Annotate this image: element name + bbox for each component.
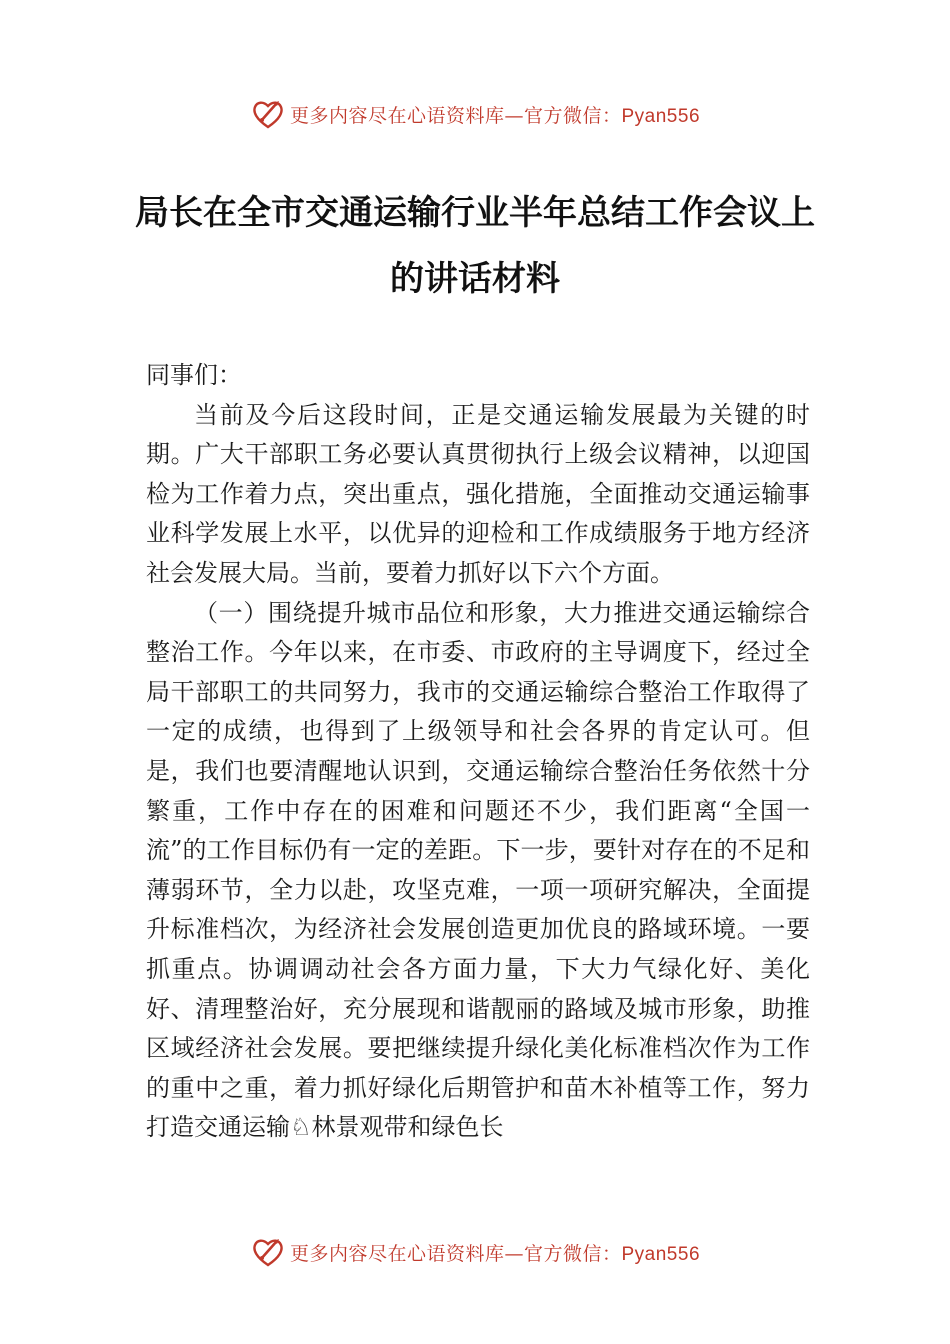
banner-text: 更多内容尽在心语资料库—官方微信：Pyan556	[289, 104, 701, 127]
paragraph: （一）围绕提升城市品位和形象，大力推进交通运输综合整治工作。今年以来，在市委、市政府的主导调度下，经过全局干部职工的共同努力，我市的交通运输综合整治工作取得了一定的成绩，也得到了上级领导和社会各界的肯定认可。但是，我们也要清醒地认识到，交通运输综合整治任务依然十分繁重，工作中存在的困难和问题还不少，我们距离“全国一流”的工作目标仍有一定的差距。下一步，要针对存在的不足和薄弱环节，全力以赴，攻坚克难，一项一项研究解决，全面提升标准档次，为经济社会发展创造更加优良的路域环境。一要抓重点。协调调动社会各方面力量，下大力气绿化好、美化好、清理整治好，充分展现和谐靓丽的路域及城市形象，助推区域经济社会发展。要把继续提升绿化美化标准档次作为工作的重中之重，着力抓好绿化后期管护和苗木补植等工作，努力打造交通运输♘林景观带和绿色长	[146, 598, 810, 1142]
salutation: 同事们：	[146, 361, 242, 389]
banner-text: 更多内容尽在心语资料库—官方微信：Pyan556	[289, 1242, 701, 1265]
footer-banner	[0, 1232, 950, 1272]
paragraph: 当前及今后这段时间，正是交通运输发展最为关键的时期。广大干部职工务必要认真贯彻执行上级会议精神，以迎国检为工作着力点，突出重点，强化措施，全面推动交通运输事业科学发展上水平，以优异的迎检和工作成绩服务于地方经济社会发展大局。当前，要着力抓好以下六个方面。	[146, 400, 810, 587]
document-body	[146, 356, 810, 1148]
document-title: 局长在全市交通运输行业半年总结工作会议上的讲话材料	[135, 193, 815, 299]
heart-pen-logo-icon	[250, 1234, 286, 1270]
header-banner	[0, 94, 950, 134]
heart-pen-logo-icon	[250, 96, 286, 132]
